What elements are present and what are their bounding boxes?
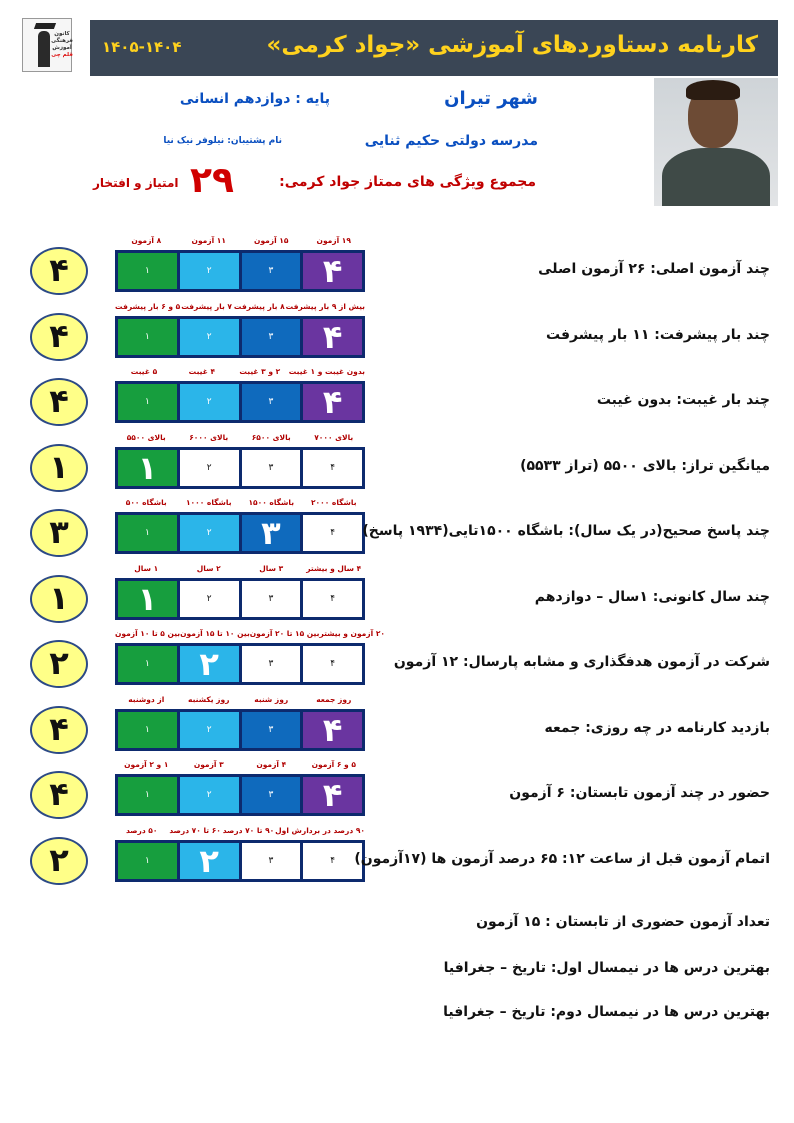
row-thresholds bbox=[115, 236, 365, 248]
level-cell-4: ۴ bbox=[303, 450, 362, 486]
row-thresholds bbox=[115, 367, 365, 379]
level-cell-1: ۱ bbox=[118, 450, 177, 486]
threshold-label: ۱ و ۲ آزمون bbox=[124, 760, 169, 769]
row-thresholds bbox=[115, 498, 365, 510]
title-bar bbox=[90, 20, 778, 76]
threshold-label: روز جمعه bbox=[316, 695, 352, 704]
level-cell-3: ۳ bbox=[242, 515, 301, 551]
level-cell-3: ۳ bbox=[242, 777, 301, 813]
level-grid bbox=[115, 250, 365, 292]
total-label: مجموع ویژگی های ممتاز جواد کرمی: bbox=[279, 174, 536, 190]
threshold-label: ۱۹ آزمون bbox=[316, 236, 351, 245]
total-score: ۲۹ bbox=[190, 160, 234, 201]
threshold-label: ۵ و ۶ آزمون bbox=[311, 760, 356, 769]
level-grid bbox=[115, 512, 365, 554]
threshold-label: ۵ غیبت bbox=[130, 367, 158, 376]
score-circle: ۴ bbox=[30, 706, 88, 754]
level-cell-3: ۳ bbox=[242, 253, 301, 289]
threshold-label: بین ۱۰ تا ۱۵ آزمون bbox=[180, 629, 250, 638]
level-cell-3: ۳ bbox=[242, 843, 301, 879]
level-grid bbox=[115, 381, 365, 423]
row-label: شرکت در آزمون هدفگذاری و مشابه پارسال: ۱۲ آزمون bbox=[393, 654, 770, 670]
threshold-label: ۸ بار پیشرفت bbox=[233, 302, 285, 311]
level-cell-1: ۱ bbox=[118, 319, 177, 355]
threshold-label: روز شنبه bbox=[254, 695, 289, 704]
threshold-label: روز یکشنبه bbox=[188, 695, 230, 704]
level-grid bbox=[115, 643, 365, 685]
threshold-label: بالای ۷۰۰۰ bbox=[314, 433, 354, 442]
row-label: چند پاسخ صحیح(در یک سال): باشگاه ۱۵۰۰تایی(۱۹۳۴ پاسخ) bbox=[362, 523, 770, 539]
level-cell-4: ۴ bbox=[303, 646, 362, 682]
level-cell-4: ۴ bbox=[303, 515, 362, 551]
row-label: میانگین تراز: بالای ۵۵۰۰ (تراز ۵۵۳۳) bbox=[520, 458, 770, 474]
level-cell-1: ۱ bbox=[118, 843, 177, 879]
level-cell-1: ۱ bbox=[118, 777, 177, 813]
honor-label: امتیاز و افتخار bbox=[93, 176, 179, 190]
level-grid bbox=[115, 578, 365, 620]
graduation-cap-icon bbox=[34, 23, 56, 29]
threshold-label: باشگاه ۱۰۰۰ bbox=[185, 498, 232, 507]
level-cell-2: ۲ bbox=[180, 581, 239, 617]
threshold-label: ۷ بار پیشرفت bbox=[181, 302, 232, 311]
threshold-label: ۲ و ۳ غیبت bbox=[239, 367, 281, 376]
threshold-label: ۴ سال و بیشتر bbox=[306, 564, 362, 573]
academic-years: ۱۴۰۵-۱۴۰۴ bbox=[102, 38, 182, 56]
supporter-name: نام پشتیبان: نیلوفر نیک نیا bbox=[163, 136, 282, 146]
school-name: مدرسه دولتی حکیم ثنایی bbox=[364, 133, 538, 149]
threshold-label: باشگاه ۵۰۰ bbox=[125, 498, 167, 507]
threshold-label: از دوشنبه bbox=[128, 695, 165, 704]
threshold-label: باشگاه ۱۵۰۰ bbox=[248, 498, 295, 507]
level-grid bbox=[115, 447, 365, 489]
row-thresholds bbox=[115, 302, 365, 314]
student-photo bbox=[654, 78, 778, 206]
level-grid bbox=[115, 316, 365, 358]
level-cell-4: ۴ bbox=[303, 777, 362, 813]
score-circle: ۳ bbox=[30, 509, 88, 557]
row-label: بازدید کارنامه در چه روزی: جمعه bbox=[544, 720, 770, 736]
level-cell-1: ۱ bbox=[118, 712, 177, 748]
threshold-label: ۳ سال bbox=[259, 564, 284, 573]
row-label: چند بار پیشرفت: ۱۱ بار پیشرفت bbox=[546, 327, 770, 343]
threshold-label: بین ۵ تا ۱۰ آزمون bbox=[115, 629, 181, 638]
threshold-label: ۵ و ۶ بار پیشرفت bbox=[115, 302, 181, 311]
level-cell-4: ۴ bbox=[303, 319, 362, 355]
threshold-label: ۵۰ درصد bbox=[125, 826, 158, 835]
score-circle: ۴ bbox=[30, 771, 88, 819]
row-thresholds bbox=[115, 695, 365, 707]
level-cell-2: ۲ bbox=[180, 384, 239, 420]
kanoon-logo bbox=[22, 18, 72, 72]
logo-text: کانون فرهنگی آموزش قلم چی bbox=[51, 31, 73, 58]
score-circle: ۴ bbox=[30, 247, 88, 295]
level-cell-1: ۱ bbox=[118, 515, 177, 551]
level-cell-2: ۲ bbox=[180, 843, 239, 879]
row-label: چند بار غیبت: بدون غیبت bbox=[596, 392, 770, 408]
level-cell-1: ۱ bbox=[118, 646, 177, 682]
level-cell-1: ۱ bbox=[118, 581, 177, 617]
city: شهر تیران bbox=[444, 88, 538, 109]
score-circle: ۴ bbox=[30, 378, 88, 426]
threshold-label: بیش از ۹ بار پیشرفت bbox=[285, 302, 365, 311]
threshold-label: ۹۰ تا ۷۰ درصد bbox=[222, 826, 275, 835]
level-cell-4: ۴ bbox=[303, 712, 362, 748]
level-cell-4: ۴ bbox=[303, 843, 362, 879]
threshold-label: ۴ آزمون bbox=[256, 760, 287, 769]
row-thresholds bbox=[115, 564, 365, 576]
score-circle: ۲ bbox=[30, 837, 88, 885]
level-cell-2: ۲ bbox=[180, 515, 239, 551]
level-cell-2: ۲ bbox=[180, 712, 239, 748]
score-circle: ۱ bbox=[30, 575, 88, 623]
score-circle: ۲ bbox=[30, 640, 88, 688]
level-grid bbox=[115, 840, 365, 882]
score-circle: ۱ bbox=[30, 444, 88, 492]
level-cell-3: ۳ bbox=[242, 384, 301, 420]
threshold-label: ۲ سال bbox=[196, 564, 221, 573]
level-cell-3: ۳ bbox=[242, 319, 301, 355]
extra-summer-count: تعداد آزمون حضوری از تابستان : ۱۵ آزمون bbox=[476, 914, 770, 930]
threshold-label: ۹۰ درصد در بردارش اول bbox=[275, 826, 365, 835]
threshold-label: ۱۱ آزمون bbox=[191, 236, 226, 245]
level-grid bbox=[115, 709, 365, 751]
level-cell-3: ۳ bbox=[242, 712, 301, 748]
threshold-label: بین ۱۵ تا ۲۰ آزمون bbox=[249, 629, 320, 638]
graduate-figure-icon bbox=[38, 31, 50, 67]
level-cell-2: ۲ bbox=[180, 646, 239, 682]
threshold-label: بالای ۶۵۰۰ bbox=[251, 433, 291, 442]
level-cell-3: ۳ bbox=[242, 646, 301, 682]
level-cell-2: ۲ bbox=[180, 777, 239, 813]
extra-best-first-term: بهترین درس ها در نیمسال اول: تاریخ – جغرافیا bbox=[443, 960, 770, 976]
threshold-label: بدون غیبت و ۱ غیبت bbox=[288, 367, 365, 376]
level-grid bbox=[115, 774, 365, 816]
threshold-label: باشگاه ۲۰۰۰ bbox=[310, 498, 357, 507]
grade: پایه : دوازدهم انسانی bbox=[179, 91, 330, 107]
row-thresholds bbox=[115, 760, 365, 772]
row-thresholds bbox=[115, 629, 385, 641]
level-cell-2: ۲ bbox=[180, 319, 239, 355]
threshold-label: ۲۰ آزمون و بیشتر bbox=[319, 629, 385, 638]
threshold-label: بالای ۵۵۰۰ bbox=[126, 433, 166, 442]
threshold-label: ۴ غیبت bbox=[188, 367, 216, 376]
threshold-label: بالای ۶۰۰۰ bbox=[189, 433, 229, 442]
level-cell-4: ۴ bbox=[303, 581, 362, 617]
threshold-label: ۱ سال bbox=[134, 564, 159, 573]
row-label: چند آزمون اصلی: ۲۶ آزمون اصلی bbox=[538, 261, 770, 277]
level-cell-1: ۱ bbox=[118, 384, 177, 420]
threshold-label: ۳ آزمون bbox=[193, 760, 224, 769]
threshold-label: ۱۵ آزمون bbox=[254, 236, 289, 245]
level-cell-2: ۲ bbox=[180, 253, 239, 289]
level-cell-3: ۳ bbox=[242, 581, 301, 617]
extra-best-second-term: بهترین درس ها در نیمسال دوم: تاریخ – جغرافیا bbox=[443, 1004, 770, 1020]
threshold-label: ۸ آزمون bbox=[131, 236, 162, 245]
row-thresholds bbox=[115, 433, 365, 445]
level-cell-2: ۲ bbox=[180, 450, 239, 486]
row-label: چند سال کانونی: ۱سال – دوازدهم bbox=[534, 589, 770, 605]
level-cell-3: ۳ bbox=[242, 450, 301, 486]
report-title: کارنامه دستاوردهای آموزشی «جواد کرمی» bbox=[266, 32, 758, 58]
row-thresholds bbox=[115, 826, 365, 838]
row-label: حضور در چند آزمون تابستان: ۶ آزمون bbox=[509, 785, 770, 801]
level-cell-4: ۴ bbox=[303, 384, 362, 420]
threshold-label: ۶۰ تا ۷۰ درصد bbox=[169, 826, 221, 835]
score-circle: ۴ bbox=[30, 313, 88, 361]
level-cell-1: ۱ bbox=[118, 253, 177, 289]
row-label: اتمام آزمون قبل از ساعت ۱۲: ۶۵ درصد آزمون ها (۱۷آزمون) bbox=[354, 851, 770, 867]
level-cell-4: ۴ bbox=[303, 253, 362, 289]
